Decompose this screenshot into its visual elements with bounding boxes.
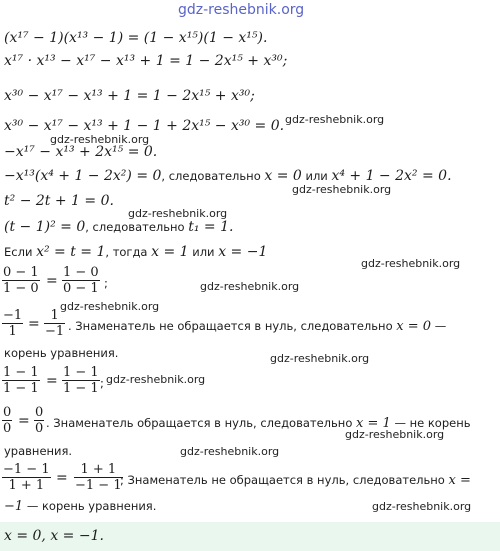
root-x-one: x = 1 — [151, 244, 189, 260]
conclusion-text: . Знаменатель обращается в нуль, следовательно x = 1 — не корень — [46, 416, 471, 431]
equation-line-7: t² − 2t + 1 = 0. — [4, 193, 114, 209]
equation-line-4: x³⁰ − x¹⁷ − x¹³ + 1 − 1 + 2x¹⁵ − x³⁰ = 0. — [4, 118, 285, 134]
factored-equation: −x¹³(x⁴ + 1 − 2x²) = 0 — [4, 168, 162, 184]
watermark: gdz-reshebnik.org — [345, 428, 445, 441]
watermark: gdz-reshebnik.org — [372, 500, 472, 513]
substitution: x² = t = 1 — [36, 244, 106, 260]
equation-line-3: x³⁰ − x¹⁷ − x¹³ + 1 = 1 − 2x¹⁵ + x³⁰; — [4, 88, 255, 104]
connective-text: или — [301, 169, 332, 183]
equation-line-1: (x¹⁷ − 1)(x¹³ − 1) = (1 − x¹⁵)(1 − x¹⁵). — [4, 30, 268, 46]
fraction: $\frac{-1}{1}$ — [3, 308, 23, 339]
fraction: $\frac{0 - 1}{1 - 0}$ — [3, 265, 39, 296]
fraction: $\frac{1 - 1}{1 - 1}$ — [3, 365, 39, 396]
fraction: $\frac{1 - 0}{0 - 1}$ — [63, 265, 99, 296]
conclusion-text: ; Знаменатель не обращается в нуль, следовательно x = — [120, 473, 471, 488]
watermark: gdz-reshebnik.org — [128, 207, 228, 220]
equation-line-2: x¹⁷ · x¹³ − x¹⁷ − x¹³ + 1 = 1 − 2x¹⁵ + x³⁰; — [4, 53, 288, 69]
watermark-top: gdz-reshebnik.org — [178, 2, 305, 18]
answer-box — [0, 522, 500, 551]
equals-sign: = — [56, 470, 68, 486]
equals-sign: = — [28, 316, 40, 332]
fraction: $\frac{1}{-1}$ — [45, 308, 65, 339]
equation-line-9 — [4, 244, 267, 260]
fraction: $\frac{0}{0}$ — [3, 405, 12, 436]
fraction: $\frac{1 + 1}{-1 - 1}$ — [75, 462, 122, 493]
conclusion-text-continued: уравнения. — [4, 444, 73, 458]
root-t1: t₁ = 1. — [188, 219, 234, 235]
connective-text: , следовательно — [161, 169, 265, 183]
fraction: $\frac{0}{0}$ — [35, 405, 44, 436]
connective-text: , тогда — [105, 245, 152, 259]
watermark: gdz-reshebnik.org — [270, 352, 370, 365]
equals-sign: = — [46, 273, 58, 289]
conclusion-text-continued: −1 — корень уравнения. — [4, 499, 157, 514]
connective-text: , следовательно — [85, 220, 189, 234]
biquadratic-equation: x⁴ + 1 − 2x² = 0. — [331, 168, 452, 184]
equation-line-5: −x¹⁷ − x¹³ + 2x¹⁵ = 0. — [4, 144, 158, 160]
equals-sign: = — [18, 413, 30, 429]
fraction: $\frac{1 - 1}{1 - 1}$ — [63, 365, 99, 396]
conclusion-text-continued: корень уравнения. — [4, 346, 119, 360]
connective-text: или — [188, 245, 219, 259]
watermark: gdz-reshebnik.org — [200, 280, 300, 293]
connective-text: Если — [4, 245, 37, 259]
watermark: gdz-reshebnik.org — [50, 133, 150, 146]
equation-line-6 — [4, 168, 452, 184]
fraction: $\frac{-1 - 1}{1 + 1}$ — [3, 462, 50, 493]
watermark: gdz-reshebnik.org — [60, 300, 160, 313]
watermark: gdz-reshebnik.org — [292, 183, 392, 196]
equals-sign: = — [46, 373, 58, 389]
conclusion-text: . Знаменатель не обращается в нуль, следовательно x = 0 — — [68, 319, 447, 334]
root-x-minus-one: x = −1 — [218, 244, 268, 260]
final-answer: x = 0, x = −1. — [4, 528, 104, 544]
watermark: gdz-reshebnik.org — [106, 373, 206, 386]
separator: ; — [100, 376, 104, 390]
square-equation: (t − 1)² = 0 — [4, 219, 86, 235]
watermark: gdz-reshebnik.org — [180, 445, 280, 458]
watermark: gdz-reshebnik.org — [361, 257, 461, 270]
root-x-zero: x = 0 — [264, 168, 302, 184]
equation-line-8 — [4, 219, 233, 235]
separator: ; — [104, 276, 108, 290]
watermark: gdz-reshebnik.org — [285, 113, 385, 126]
